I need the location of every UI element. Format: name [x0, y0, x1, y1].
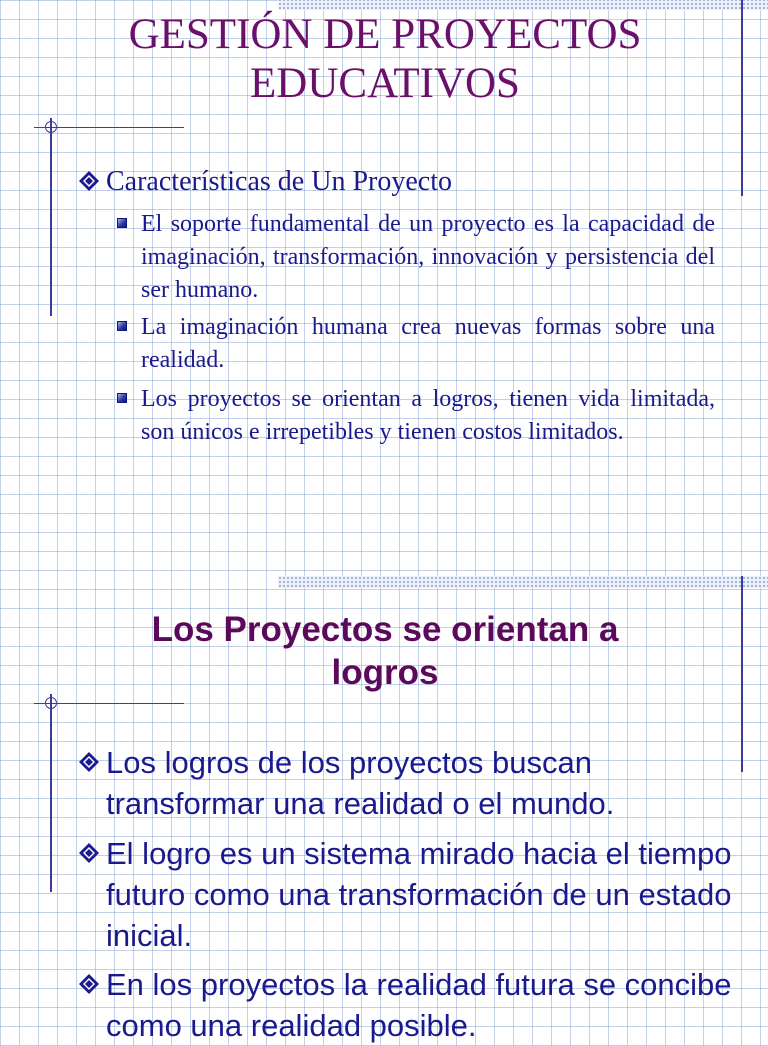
crosshair-circle-icon	[45, 697, 57, 709]
list-item: Los proyectos se orientan a logros, tienen vida limitada, son únicos e irrepetibles y tienen costos limitados.	[141, 386, 715, 445]
slide-title-line2: logros	[331, 653, 439, 692]
diamond-bullet-icon	[78, 751, 100, 773]
square-bullet-icon	[117, 393, 127, 403]
slide-proyectos-logros	[0, 576, 768, 1043]
bullet-text: Los logros de los proyectos buscan transformar una realidad o el mundo.	[106, 745, 615, 821]
list-item: El soporte fundamental de un proyecto es la capacidad de imaginación, transformación, innovación y persistencia del ser humano.	[141, 211, 715, 303]
slide-title-line1: Los Proyectos se orientan a	[151, 610, 619, 649]
slide-title	[40, 10, 730, 108]
dotted-band-decoration	[278, 0, 768, 10]
left-vertical-rule	[50, 118, 52, 316]
square-bullet-icon	[117, 218, 127, 228]
right-vertical-rule	[741, 0, 743, 196]
bullet-text: En los proyectos la realidad futura se concibe como una realidad posible.	[106, 967, 732, 1043]
dotted-band-decoration	[278, 576, 768, 588]
diamond-bullet-icon	[78, 973, 100, 995]
slide-title	[40, 608, 730, 694]
left-vertical-rule	[50, 694, 52, 892]
square-bullet-icon	[117, 321, 127, 331]
crosshair-circle-icon	[45, 121, 57, 133]
diamond-bullet-icon	[78, 842, 100, 864]
bullet-text: El logro es un sistema mirado hacia el tiempo futuro como una transformación de un estado inicial.	[106, 836, 732, 953]
slide-title-line1: GESTIÓN DE PROYECTOS	[128, 11, 642, 58]
list-item: La imaginación humana crea nuevas formas sobre una realidad.	[141, 314, 715, 373]
heading-bullet-text: Características de Un Proyecto	[106, 166, 452, 197]
diamond-bullet-icon	[78, 170, 100, 192]
slide-title-line2: EDUCATIVOS	[250, 60, 520, 107]
